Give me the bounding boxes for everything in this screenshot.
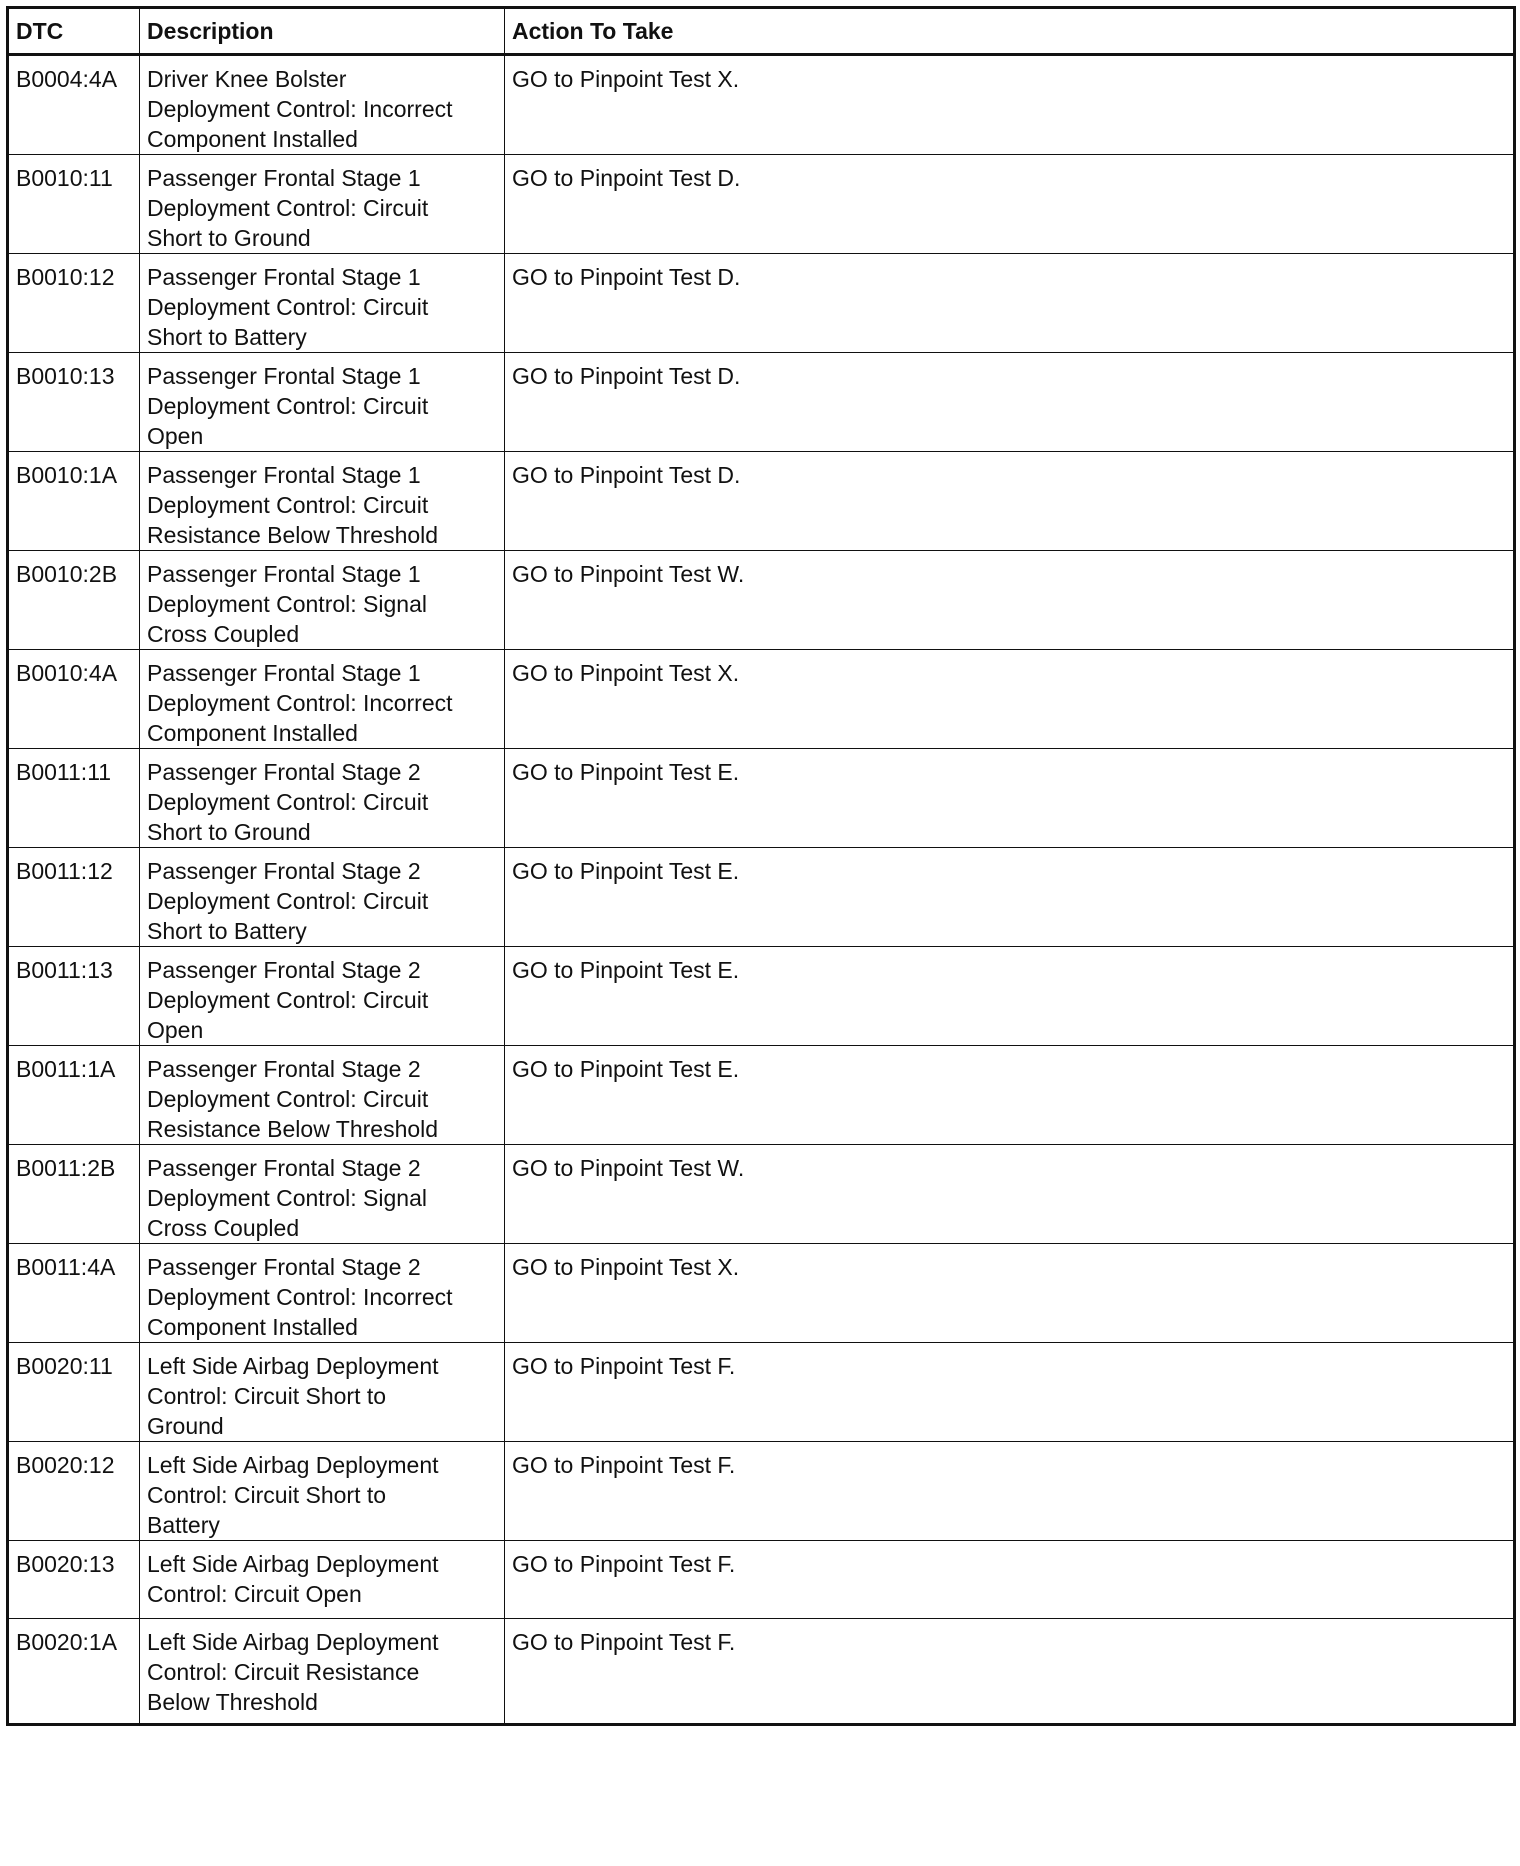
action-to-take: GO to Pinpoint Test F. xyxy=(505,1619,1515,1725)
dtc-description: Left Side Airbag Deployment Control: Circuit Short to Ground xyxy=(140,1343,505,1442)
action-to-take: GO to Pinpoint Test W. xyxy=(505,551,1515,650)
dtc-code: B0011:1A xyxy=(8,1046,140,1145)
table-row xyxy=(8,1145,1515,1244)
action-to-take: GO to Pinpoint Test F. xyxy=(505,1442,1515,1541)
action-to-take: GO to Pinpoint Test X. xyxy=(505,55,1515,155)
table-row xyxy=(8,749,1515,848)
action-to-take: GO to Pinpoint Test E. xyxy=(505,848,1515,947)
dtc-code: B0020:12 xyxy=(8,1442,140,1541)
dtc-description: Passenger Frontal Stage 1 Deployment Control: Circuit Short to Battery xyxy=(140,254,505,353)
table-row xyxy=(8,1046,1515,1145)
dtc-description: Passenger Frontal Stage 2 Deployment Control: Circuit Short to Ground xyxy=(140,749,505,848)
dtc-description: Driver Knee Bolster Deployment Control: Incorrect Component Installed xyxy=(140,55,505,155)
action-to-take: GO to Pinpoint Test D. xyxy=(505,155,1515,254)
header-description: Description xyxy=(140,8,505,55)
dtc-code: B0010:11 xyxy=(8,155,140,254)
dtc-code: B0011:2B xyxy=(8,1145,140,1244)
table-row xyxy=(8,551,1515,650)
dtc-code: B0010:1A xyxy=(8,452,140,551)
dtc-description: Passenger Frontal Stage 1 Deployment Control: Signal Cross Coupled xyxy=(140,551,505,650)
table-row xyxy=(8,1343,1515,1442)
dtc-code: B0020:13 xyxy=(8,1541,140,1619)
table-row xyxy=(8,1442,1515,1541)
action-to-take: GO to Pinpoint Test D. xyxy=(505,254,1515,353)
action-to-take: GO to Pinpoint Test E. xyxy=(505,1046,1515,1145)
dtc-code: B0010:4A xyxy=(8,650,140,749)
table-row xyxy=(8,353,1515,452)
table-row xyxy=(8,947,1515,1046)
table-row xyxy=(8,254,1515,353)
dtc-description: Left Side Airbag Deployment Control: Circuit Short to Battery xyxy=(140,1442,505,1541)
dtc-description: Passenger Frontal Stage 1 Deployment Control: Circuit Open xyxy=(140,353,505,452)
table-header xyxy=(8,8,1515,55)
dtc-code: B0011:13 xyxy=(8,947,140,1046)
dtc-table xyxy=(6,6,1516,1726)
table-row xyxy=(8,155,1515,254)
header-row xyxy=(8,8,1515,55)
action-to-take: GO to Pinpoint Test E. xyxy=(505,749,1515,848)
action-to-take: GO to Pinpoint Test E. xyxy=(505,947,1515,1046)
action-to-take: GO to Pinpoint Test D. xyxy=(505,353,1515,452)
dtc-code: B0010:13 xyxy=(8,353,140,452)
table-row xyxy=(8,452,1515,551)
table-row xyxy=(8,1244,1515,1343)
dtc-code: B0011:12 xyxy=(8,848,140,947)
table-row xyxy=(8,848,1515,947)
dtc-code: B0004:4A xyxy=(8,55,140,155)
dtc-description: Passenger Frontal Stage 2 Deployment Control: Signal Cross Coupled xyxy=(140,1145,505,1244)
dtc-code: B0011:11 xyxy=(8,749,140,848)
action-to-take: GO to Pinpoint Test W. xyxy=(505,1145,1515,1244)
dtc-code: B0020:11 xyxy=(8,1343,140,1442)
dtc-description: Passenger Frontal Stage 2 Deployment Control: Incorrect Component Installed xyxy=(140,1244,505,1343)
action-to-take: GO to Pinpoint Test F. xyxy=(505,1343,1515,1442)
dtc-description: Passenger Frontal Stage 1 Deployment Control: Incorrect Component Installed xyxy=(140,650,505,749)
dtc-description: Left Side Airbag Deployment Control: Circuit Open xyxy=(140,1541,505,1619)
dtc-code: B0011:4A xyxy=(8,1244,140,1343)
table-row xyxy=(8,1619,1515,1725)
dtc-description: Passenger Frontal Stage 2 Deployment Control: Circuit Open xyxy=(140,947,505,1046)
header-dtc: DTC xyxy=(8,8,140,55)
dtc-description: Passenger Frontal Stage 1 Deployment Control: Circuit Resistance Below Threshold xyxy=(140,452,505,551)
table-body xyxy=(8,55,1515,1725)
dtc-code: B0010:2B xyxy=(8,551,140,650)
table-row xyxy=(8,55,1515,155)
table-row xyxy=(8,1541,1515,1619)
action-to-take: GO to Pinpoint Test X. xyxy=(505,650,1515,749)
action-to-take: GO to Pinpoint Test D. xyxy=(505,452,1515,551)
table-row xyxy=(8,650,1515,749)
dtc-description: Passenger Frontal Stage 2 Deployment Control: Circuit Short to Battery xyxy=(140,848,505,947)
dtc-code: B0010:12 xyxy=(8,254,140,353)
action-to-take: GO to Pinpoint Test F. xyxy=(505,1541,1515,1619)
dtc-description: Left Side Airbag Deployment Control: Circuit Resistance Below Threshold xyxy=(140,1619,505,1725)
dtc-code: B0020:1A xyxy=(8,1619,140,1725)
action-to-take: GO to Pinpoint Test X. xyxy=(505,1244,1515,1343)
dtc-description: Passenger Frontal Stage 2 Deployment Control: Circuit Resistance Below Threshold xyxy=(140,1046,505,1145)
header-action: Action To Take xyxy=(505,8,1515,55)
dtc-description: Passenger Frontal Stage 1 Deployment Control: Circuit Short to Ground xyxy=(140,155,505,254)
